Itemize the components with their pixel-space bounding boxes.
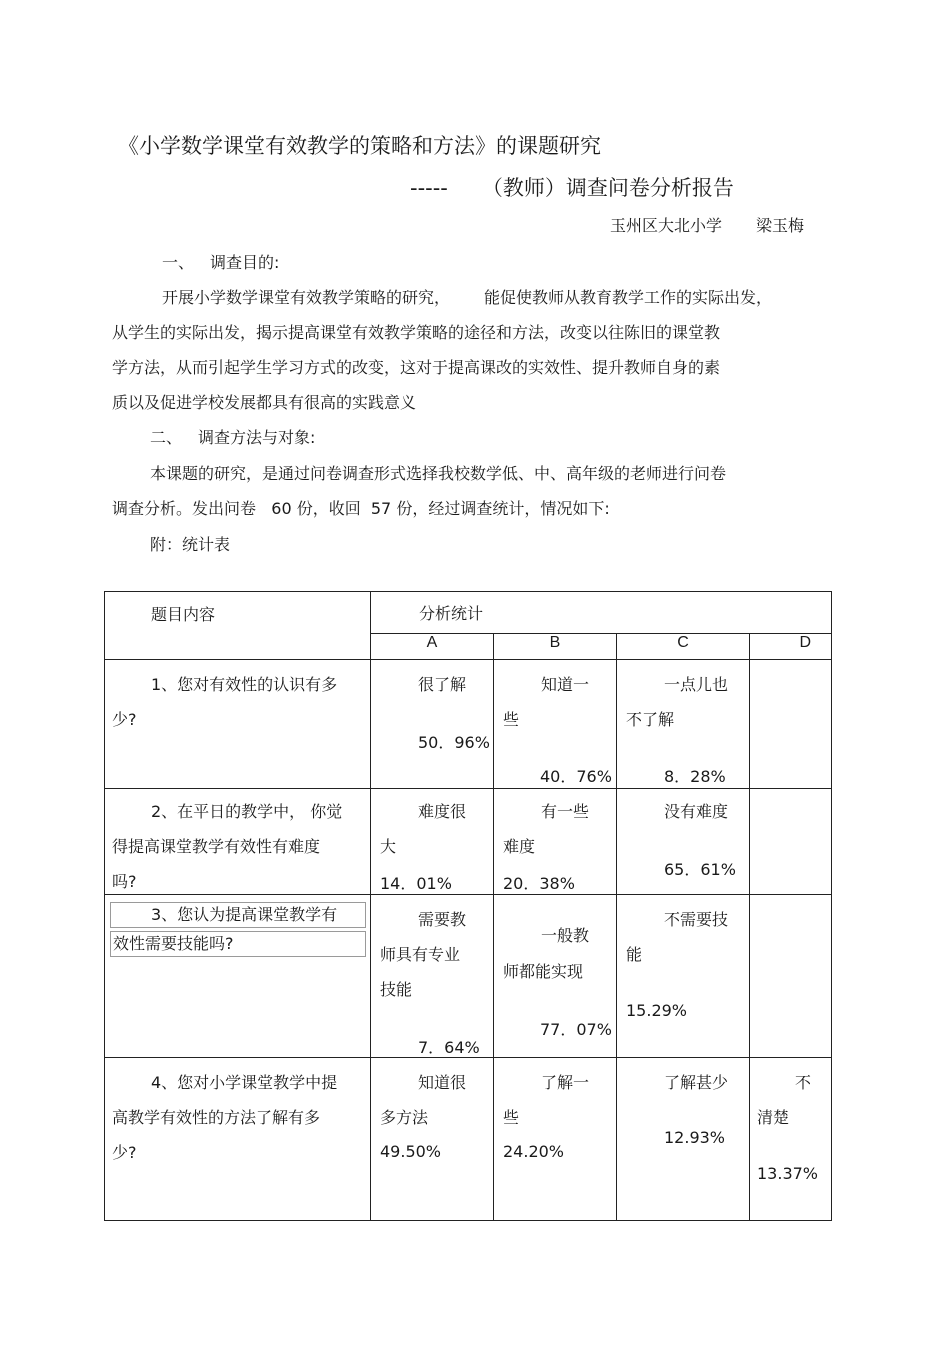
para1-line1-part1: 开展小学数学课堂有效教学策略的研究， — [162, 288, 451, 307]
answer-d-cell — [750, 789, 832, 895]
answer-c-cell — [617, 660, 750, 789]
section-2-heading — [150, 425, 315, 448]
answer-text: 一点儿也 — [664, 675, 729, 694]
answer-a-cell — [371, 660, 494, 789]
question-cell — [105, 660, 371, 789]
header-question-cell — [105, 592, 371, 660]
answer-text: 技能 — [380, 980, 413, 999]
answer-text: 不 — [795, 1073, 812, 1092]
answer-text: 难度很 — [418, 802, 467, 821]
para1-line4: 质以及促进学校发展都具有很高的实践意义 — [112, 393, 417, 412]
answer-percent: 15.29% — [626, 1001, 688, 1020]
section-2-title: 调查方法与对象: — [198, 428, 316, 447]
question-line: 1、您对有效性的认识有多 — [151, 675, 338, 694]
answer-text: 师具有专业 — [380, 945, 461, 964]
answer-d-cell — [750, 660, 832, 789]
answer-percent: 13.37% — [757, 1164, 819, 1183]
table-row — [105, 895, 832, 1058]
question-cell — [105, 1058, 371, 1221]
answer-text: 知道很 — [418, 1073, 467, 1092]
answer-a-cell — [371, 789, 494, 895]
question-line: 高教学有效性的方法了解有多 — [112, 1108, 321, 1127]
question-line: 2、在平日的教学中， 你觉 — [151, 802, 343, 821]
answer-text: 知道一 — [541, 675, 590, 694]
answer-text: 了解甚少 — [664, 1073, 729, 1092]
answer-percent: 14．01% — [380, 874, 452, 893]
table-row — [105, 660, 832, 789]
answer-text: 多方法 — [380, 1108, 429, 1127]
table-row — [105, 1058, 832, 1221]
answer-percent: 40．76% — [540, 767, 612, 786]
author-line — [610, 213, 804, 236]
answer-text: 师都能实现 — [503, 962, 584, 981]
table-row — [105, 789, 832, 895]
option-c-header: C — [617, 634, 750, 660]
question-line: 少? — [112, 710, 137, 729]
answer-d-cell — [750, 1058, 832, 1221]
question-line: 得提高课堂教学有效性有难度 — [112, 837, 321, 856]
answer-text: 些 — [503, 1108, 520, 1127]
stats-table — [104, 591, 832, 1221]
answer-percent: 77．07% — [540, 1020, 612, 1039]
section-1-number: 一、 — [162, 253, 195, 272]
answer-b-cell — [494, 660, 617, 789]
answer-c-cell — [617, 1058, 750, 1221]
answer-a-cell — [371, 1058, 494, 1221]
section-1-heading — [162, 250, 279, 273]
school-name: 玉州区大北小学 — [610, 216, 723, 235]
para1-line1 — [162, 285, 772, 308]
para2-line2: 调查分析。发出问卷 60 份，收回 57 份，经过调查统计，情况如下: — [112, 499, 610, 518]
stats-table-container — [104, 591, 831, 1219]
answer-a-cell — [371, 895, 494, 1058]
header-stats: 分析统计 — [419, 604, 484, 623]
option-a-header: A — [371, 634, 494, 660]
answer-percent: 24.20% — [503, 1142, 565, 1161]
appendix-label: 附：统计表 — [150, 535, 231, 554]
answer-percent: 20．38% — [503, 874, 575, 893]
para2-line1: 本课题的研究，是通过问卷调查形式选择我校数学低、中、高年级的老师进行问卷 — [150, 464, 727, 483]
answer-text: 不需要技 — [664, 910, 729, 929]
document-subtitle — [410, 172, 734, 202]
answer-percent: 7．64% — [418, 1038, 480, 1057]
table-header-row — [105, 592, 832, 634]
answer-percent: 8．28% — [664, 767, 726, 786]
question-cell — [105, 895, 371, 1058]
question-cell — [105, 789, 371, 895]
question-line: 3、您认为提高课堂教学有 — [110, 902, 366, 928]
answer-text: 难度 — [503, 837, 536, 856]
answer-b-cell — [494, 789, 617, 895]
question-line: 4、您对小学课堂教学中提 — [151, 1073, 338, 1092]
header-question: 题目内容 — [151, 605, 216, 624]
answer-c-cell — [617, 895, 750, 1058]
answer-text: 了解一 — [541, 1073, 590, 1092]
answer-text: 能 — [626, 945, 643, 964]
answer-d-cell — [750, 895, 832, 1058]
option-d-header: D — [750, 634, 832, 660]
answer-text: 清楚 — [757, 1108, 790, 1127]
document-title: 《小学数学课堂有效教学的策略和方法》的课题研究 — [118, 134, 601, 158]
answer-percent: 12.93% — [664, 1128, 726, 1147]
answer-text: 些 — [503, 710, 520, 729]
answer-text: 不了解 — [626, 710, 675, 729]
answer-text: 有一些 — [541, 802, 590, 821]
header-stats-cell — [371, 592, 832, 634]
author-name: 梁玉梅 — [756, 216, 805, 235]
answer-text: 没有难度 — [664, 802, 729, 821]
subtitle-text: （教师）调查问卷分析报告 — [481, 176, 734, 200]
question-line: 吗? — [112, 872, 137, 891]
question-line: 少? — [112, 1143, 137, 1162]
para1-line1-part2: 能促使教师从教育教学工作的实际出发， — [484, 288, 773, 307]
answer-percent: 49.50% — [380, 1142, 442, 1161]
answer-percent: 50．96% — [418, 733, 490, 752]
para1-line3: 学方法，从而引起学生学习方式的改变，这对于提高课改的实效性、提升教师自身的素 — [112, 358, 721, 377]
answer-text: 一般教 — [541, 926, 590, 945]
para1-line2: 从学生的实际出发，揭示提高课堂有效教学策略的途径和方法，改变以往陈旧的课堂教 — [112, 323, 721, 342]
answer-b-cell — [494, 1058, 617, 1221]
answer-b-cell — [494, 895, 617, 1058]
answer-text: 大 — [380, 837, 397, 856]
answer-percent: 65．61% — [664, 860, 736, 879]
question-line: 效性需要技能吗? — [110, 931, 366, 957]
answer-c-cell — [617, 789, 750, 895]
subtitle-dash: ----- — [410, 176, 448, 200]
answer-text: 很了解 — [418, 675, 467, 694]
option-b-header: B — [494, 634, 617, 660]
section-1-title: 调查目的: — [210, 253, 280, 272]
section-2-number: 二、 — [150, 428, 183, 447]
answer-text: 需要教 — [418, 910, 467, 929]
